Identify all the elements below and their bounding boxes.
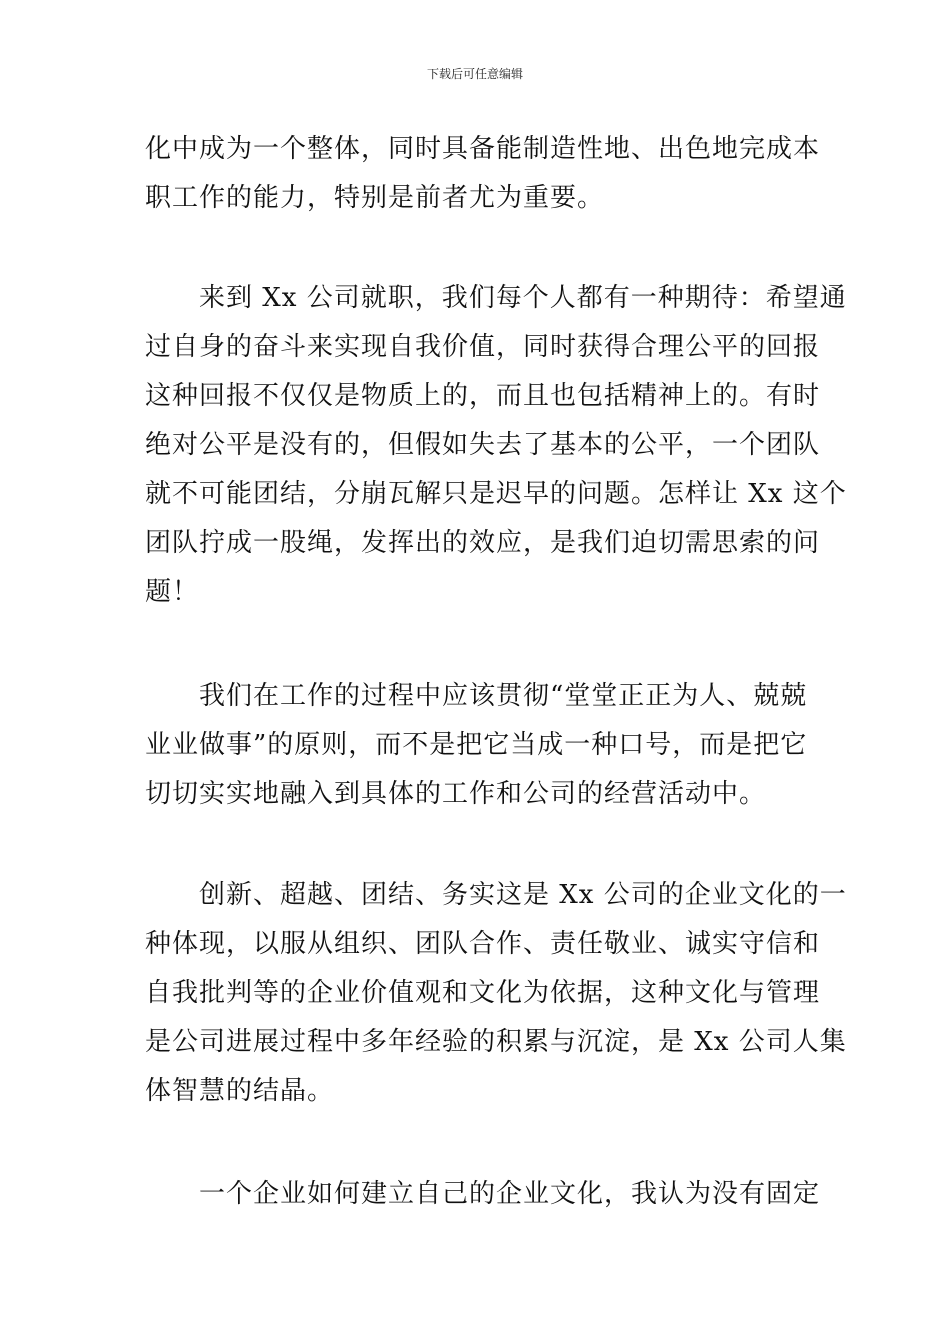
paragraph-3 (145, 672, 807, 819)
paragraph-line: 来到 Xx 公司就职，我们每个人都有一种期待：希望通 (199, 283, 847, 313)
paragraph-line: 创新、超越、团结、务实这是 Xx 公司的企业文化的一 (199, 880, 847, 910)
paragraph-line: 业业做事”的原则，而不是把它当成一种口号，而是把它 (145, 730, 808, 760)
paragraph-line: 就不可能团结，分崩瓦解只是迟早的问题。怎样让 Xx 这个 (145, 479, 847, 509)
paragraph-line: 种体现，以服从组织、团队合作、责任敬业、诚实守信和 (145, 929, 821, 959)
paragraph-line: 这种回报不仅仅是物质上的，而且也包括精神上的。有时 (145, 381, 821, 411)
paragraph-line: 体智慧的结晶。 (145, 1076, 335, 1106)
paragraph-2 (145, 274, 847, 617)
paragraph-line: 化中成为一个整体，同时具备能制造性地、出色地完成本 (145, 134, 821, 164)
paragraph-line: 我们在工作的过程中应该贯彻“堂堂正正为人、兢兢 (199, 681, 808, 711)
paragraph-line: 一个企业如何建立自己的企业文化，我认为没有固定 (199, 1179, 821, 1209)
paragraph-line: 绝对公平是没有的，但假如失去了基本的公平，一个团队 (145, 430, 821, 460)
paragraph-line: 职工作的能力，特别是前者尤为重要。 (145, 183, 605, 213)
paragraph-line: 团队拧成一股绳，发挥出的效应，是我们迫切需思索的问 (145, 528, 821, 558)
paragraph-4 (145, 871, 847, 1116)
page-header-note: 下载后可任意编辑 (426, 67, 523, 81)
paragraph-line: 是公司进展过程中多年经验的积累与沉淀，是 Xx 公司人集 (145, 1027, 847, 1057)
paragraph-line: 过自身的奋斗来实现自我价值，同时获得合理公平的回报 (145, 332, 821, 362)
paragraph-1 (145, 125, 821, 223)
paragraph-line: 切切实实地融入到具体的工作和公司的经营活动中。 (145, 779, 767, 809)
paragraph-5 (145, 1170, 821, 1219)
paragraph-line: 题！ (145, 577, 200, 607)
paragraph-line: 自我批判等的企业价值观和文化为依据，这种文化与管理 (145, 978, 821, 1008)
